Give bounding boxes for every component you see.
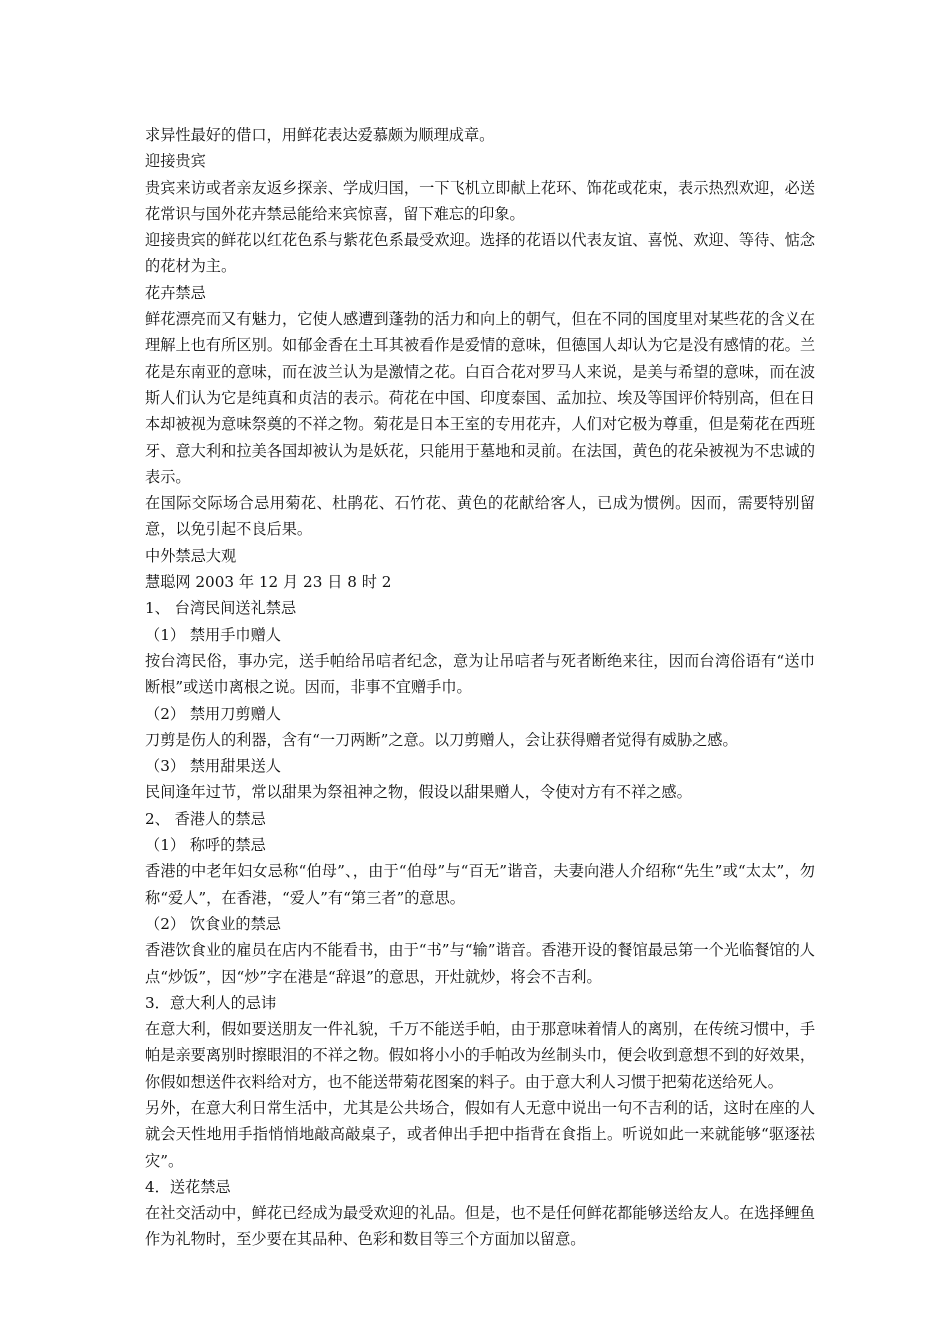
- subheading-address-taboos: （1） 称呼的禁忌: [145, 836, 266, 855]
- paragraph-guest-arrival: 贵宾来访或者亲友返乡探亲、学成归国，一下飞机立即献上花环、饰花或花束，表示热烈欢迎，必送花常识与国外花卉禁忌能给来宾惊喜，留下难忘的印象。: [145, 178, 815, 223]
- paragraph-italy-daily: 另外，在意大利日常生活中，尤其是公共场合，假如有人无意中说出一句不吉利的话，这时在座的人就会天性地用手指悄悄地敲高敲桌子，或者伸出手把中指背在食指上。听说如此一来就能够“驱逐祛灾”。: [145, 1098, 815, 1170]
- paragraph-knives: 刀剪是伤人的利器，含有“一刀两断”之意。以刀剪赠人，会让获得赠者觉得有威胁之感。: [145, 730, 738, 749]
- document-page: [145, 122, 815, 1253]
- heading-taiwan-gift-taboos: 1、 台湾民间送礼禁忌: [145, 599, 297, 618]
- subheading-no-towel: （1） 禁用手巾赠人: [145, 625, 281, 644]
- paragraph-flower-gifts: 在社交活动中，鲜花已经成为最受欢迎的礼品。但是，也不是任何鲜花都能够送给友人。在选择鲤鱼作为礼物时，至少要在其品种、色彩和数目等三个方面加以留意。: [145, 1204, 815, 1249]
- paragraph-sweets: 民间逢年过节，常以甜果为祭祖神之物，假设以甜果赠人，令使对方有不祥之感。: [145, 783, 692, 802]
- subheading-no-knives: （2） 禁用刀剪赠人: [145, 704, 281, 723]
- paragraph-flower-meanings: 鲜花漂亮而又有魅力，它使人感遭到蓬勃的活力和向上的朝气，但在不同的国度里对某些花的含义在理解上也有所区别。如郁金香在土耳其被看作是爱情的意味，但德国人却认为它是没有感情的花。兰花是东南亚的意味，而在波兰认为是激情之花。白百合花对罗马人来说，是美与希望的意味，而在波斯人们认为它是纯真和贞洁的表示。荷花在中国、印度泰国、孟加拉、埃及等国评价特别高，但在日本却被视为意味祭奠的不祥之物。菊花是日本王室的专用花卉，人们对它极为尊重，但是菊花在西班牙、意大利和拉美各国却被认为是妖花，只能用于墓地和灵前。在法国，黄色的花朵被视为不忠诚的表示。: [145, 310, 815, 486]
- source-byline: 慧聪网 2003 年 12 月 23 日 8 时 2: [145, 573, 392, 592]
- paragraph-opening: 求异性最好的借口，用鲜花表达爱慕颇为顺理成章。: [145, 126, 495, 144]
- paragraph-international-custom: 在国际交际场合忌用菊花、杜鹃花、石竹花、黄色的花献给客人，已成为惯例。因而，需要特别留意，以免引起不良后果。: [145, 494, 815, 539]
- subheading-no-sweets: （3） 禁用甜果送人: [145, 757, 281, 776]
- heading-flower-gift-taboos: 4．送花禁忌: [145, 1177, 231, 1196]
- paragraph-guest-flowers: 迎接贵宾的鲜花以红花色系与紫花色系最受欢迎。选择的花语以代表友谊、喜悦、欢迎、等待、惦念的花材为主。: [145, 231, 815, 276]
- heading-flower-taboos: 花卉禁忌: [145, 283, 206, 302]
- paragraph-italy-gifts: 在意大利，假如要送朋友一件礼貌，千万不能送手帕，由于那意味着情人的离别，在传统习惯中，手帕是亲要离别时擦眼泪的不祥之物。假如将小小的手帕改为丝制头巾，便会收到意想不到的好效果，你假如想送件衣料给对方，也不能送带菊花图案的料子。由于意大利人习惯于把菊花送给死人。: [145, 1020, 815, 1091]
- paragraph-catering: 香港饮食业的雇员在店内不能看书，由于“书”与“输”谐音。香港开设的餐馆最忌第一个光临餐馆的人点“炒饭”，因“炒”字在港是“辞退”的意思，开灶就炒，将会不吉利。: [145, 941, 815, 986]
- heading-welcome-guests: 迎接贵宾: [145, 152, 206, 171]
- paragraph-address: 香港的中老年妇女忌称“伯母”、，由于“伯母”与“百无”谐音，夫妻向港人介绍称“先生”或“太太”，勿称“爱人”，在香港，“爱人”有“第三者”的意思。: [145, 862, 815, 907]
- heading-taboos-overview: 中外禁忌大观: [145, 546, 237, 565]
- paragraph-towel: 按台湾民俗，事办完，送手帕给吊唁者纪念，意为让吊唁者与死者断绝来往，因而台湾俗语有“送巾断根”或送巾离根之说。因而，非事不宜赠手巾。: [145, 651, 815, 697]
- heading-italy-taboos: 3．意大利人的忌讳: [145, 993, 277, 1012]
- heading-hongkong-taboos: 2、 香港人的禁忌: [145, 809, 266, 828]
- subheading-catering-taboos: （2） 饮食业的禁忌: [145, 914, 281, 933]
